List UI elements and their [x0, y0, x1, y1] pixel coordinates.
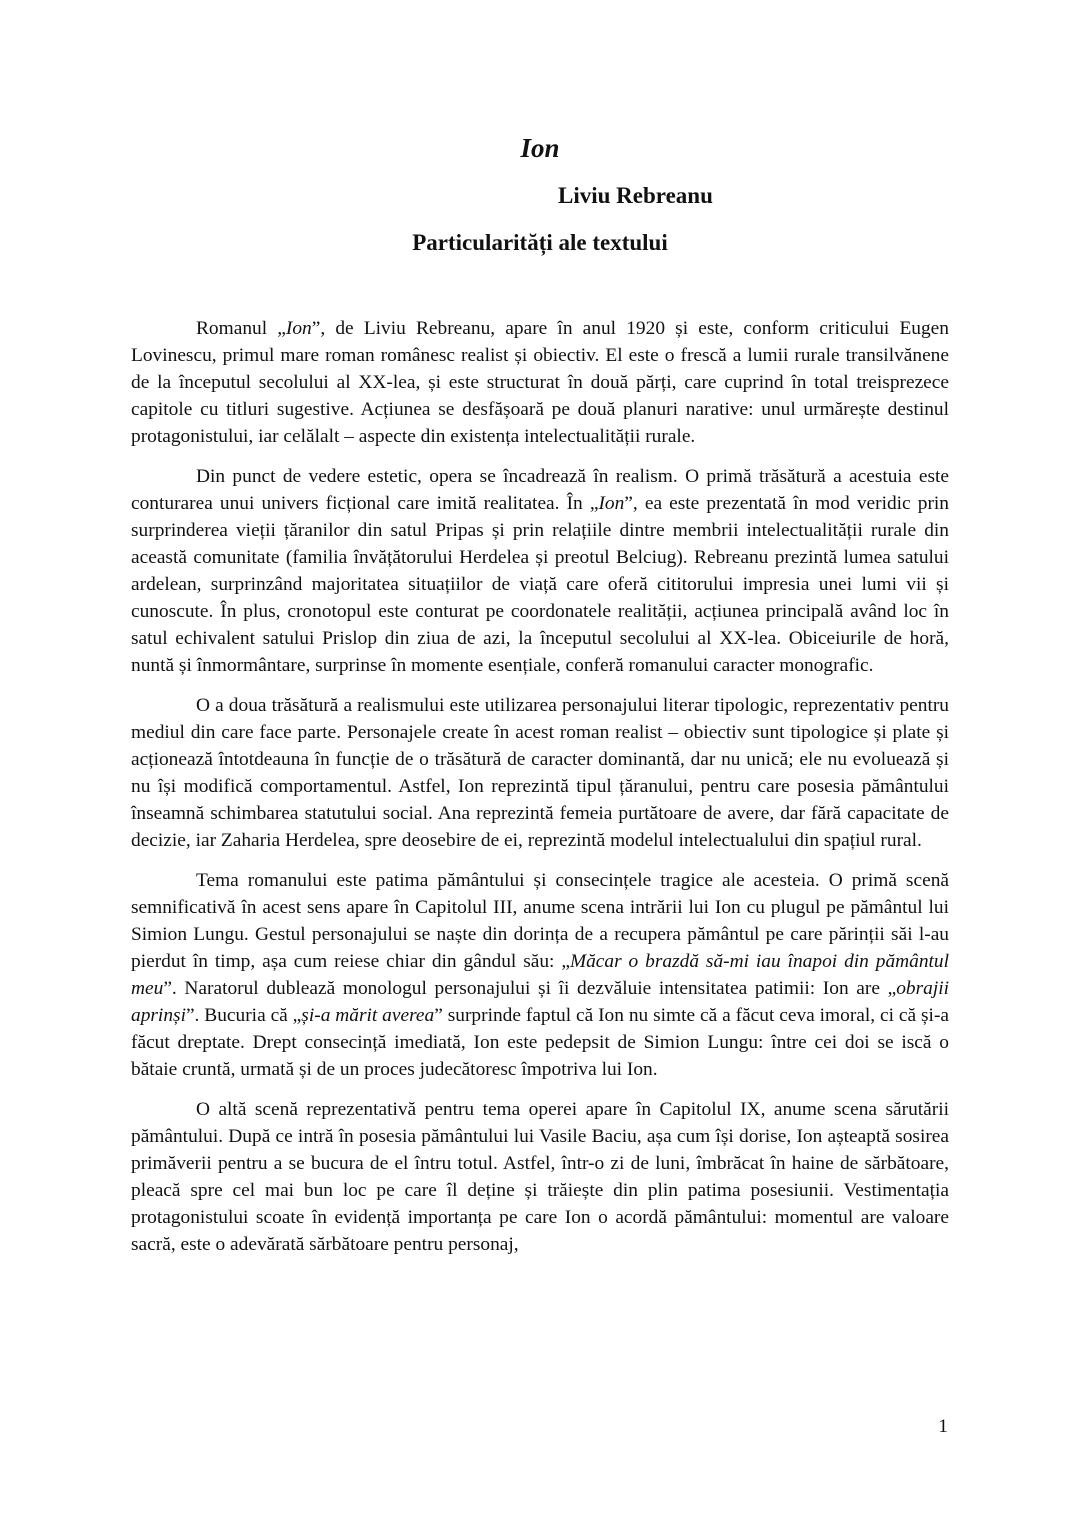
text-run: ”, ea este prezentată în mod veridic prin surprinderea vieții țăranilor din satul Pripas și prin relațiile dintre membrii intelectualității rurale din această comunitate (familia învățătorului Herdelea și preotul Belciug). Rebreanu prezintă lumea satului ardelean, surprinzând majoritatea situațiilor de viață care oferă cititorului impresia unei lumi vii și cunoscute. În plus, cronotopul este conturat pe coordonatele realității, acțiunea principală având loc în satul echivalent satului Prislop din ziua de azi, la începutul secolului al XX-lea. Obiceiurile de horă, nuntă și înmormântare, surprinse în momente esențiale, conferă romanului caracter monografic. — [131, 493, 949, 676]
text-run: Romanul „ — [196, 318, 286, 339]
italic-quote: Măcar o brazdă să-mi iau înapoi din pământul meu — [131, 951, 949, 999]
italic-quote: obrajii aprinși — [131, 978, 949, 1026]
italic-quote: și-a mărit averea — [301, 1005, 435, 1026]
document-subtitle: Particularități ale textului — [412, 230, 668, 255]
text-run: ”. Bucuria că „ — [185, 1005, 302, 1026]
text-run: O a doua trăsătură a realismului este utilizarea personajului literar tipologic, reprezentativ pentru mediul din care face parte. Personajele create în acest roman realist – obiectiv sunt tipologice și plate și acționează întotdeauna în funcție de o trăsătură de caracter dominantă, dar nu unică; ele nu evoluează și nu își modifică comportamentul. Astfel, Ion reprezintă tipul țăranului, pentru care posesia pământului înseamnă schimbarea statutului social. Ana reprezintă femeia purtătoare de avere, dar fără capacitate de decizie, iar Zaharia Herdelea, spre deosebire de ei, reprezintă modelul intelectualului din spațiul rural. — [131, 695, 949, 851]
text-run: Din punct de vedere estetic, opera se încadrează în realism. O primă trăsătură a acestuia este conturarea unui univers ficțional care imită realitatea. În „ — [131, 466, 949, 514]
paragraph — [131, 867, 949, 1083]
paragraph — [131, 1096, 949, 1258]
paragraph — [131, 463, 949, 679]
author-name: Liviu Rebreanu — [558, 183, 713, 208]
document-title: Ion — [520, 133, 560, 163]
text-run: Tema romanului este patima pământului și consecințele tragice ale acesteia. O primă scenă semnificativă în acest sens apare în Capitolul III, anume scena intrării lui Ion cu plugul pe pământul lui Simion Lungu. Gestul personajului se naște din dorința de a recupera pământul pe care părinții săi l-au pierdut în timp, așa cum reiese chiar din gândul său: „ — [131, 870, 949, 972]
paragraph — [131, 315, 949, 450]
paragraph — [131, 692, 949, 854]
text-run: O altă scenă reprezentativă pentru tema operei apare în Capitolul IX, anume scena sărutării pământului. După ce intră în posesia pământului lui Vasile Baciu, așa cum își dorise, Ion așteaptă sosirea primăverii pentru a se bucura de el întru totul. Astfel, într-o zi de luni, îmbrăcat în haine de sărbătoare, pleacă spre cel mai bun loc pe care îl deține și trăiește din plin patima posesiunii. Vestimentația protagonistului scoate în evidență importanța pe care Ion o acordă pământului: momentul are valoare sacră, este o adevărată sărbătoare pentru personaj, — [131, 1099, 949, 1255]
text-run: ” surprinde faptul că Ion nu simte că a făcut ceva imoral, ci că și-a făcut dreptate. Drept consecință imediată, Ion este pedepsit de Simion Lungu: între cei doi se iscă o bătaie cruntă, urmată și de un proces judecătoresc împotriva lui Ion. — [131, 1005, 950, 1080]
page-number: 1 — [938, 1416, 948, 1437]
body-text — [131, 315, 949, 1271]
italic-quote: Ion — [285, 318, 312, 339]
text-run: ”. Naratorul dublează monologul personajului și îi dezvăluie intensitatea patimii: Ion are „ — [163, 978, 897, 999]
text-run: ”, de Liviu Rebreanu, apare în anul 1920 și este, conform criticului Eugen Lovinescu, primul mare roman românesc realist și obiectiv. El este o frescă a lumii rurale transilvănene de la începutul secolului al XX-lea, și este structurat în două părți, care cuprind în total treisprezece capitole cu titluri sugestive. Acțiunea se desfășoară pe două planuri narative: unul urmărește destinul protagonistului, iar celălalt – aspecte din existența intelectualității rurale. — [131, 318, 949, 447]
italic-quote: Ion — [598, 493, 625, 514]
